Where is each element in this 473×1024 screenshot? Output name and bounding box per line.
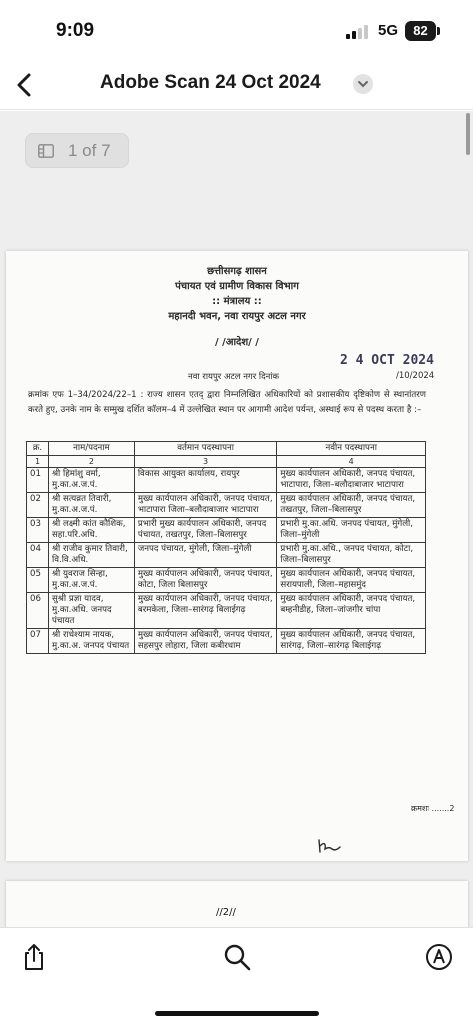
document-title[interactable]: Adobe Scan 24 Oct 2024 bbox=[100, 72, 321, 93]
order-intro-text: क्रमांक एफ 1–34/2024/22–1 : राज्य शासन एतद् द्वारा निम्नलिखित अधिकारियों को प्रशासकीय दृष्टिकोण से स्थानांतरण करते हुए, उनके नाम के सम्मुख दर्शित कॉलम–4 में उल्लेखित स्थान पर आगामी आदेश पर्यन्त, अस्थाई रूप से पदस्थ करता है :– bbox=[28, 390, 426, 415]
table-cell: श्री सत्यव्रत तिवारी, मु.का.अ.ज.पं. bbox=[48, 493, 134, 518]
scrollbar-thumb[interactable] bbox=[466, 113, 470, 155]
table-cell: मुख्य कार्यपालन अधिकारी, जनपद पंचायत, तखतपुर, जिला–बिलासपुर bbox=[277, 493, 426, 518]
date-written: /10/2024 bbox=[396, 371, 435, 381]
table-cell: प्रभारी मु.का.अधि. जनपद पंचायत, मुंगेली, जिला–मुंगेली bbox=[277, 518, 426, 543]
column-header: क्र. bbox=[27, 442, 49, 456]
table-index-row bbox=[27, 456, 426, 468]
table-row bbox=[27, 468, 426, 493]
table-cell: मुख्य कार्यपालन अधिकारी, जनपद पंचायत, बम्हनीडीह, जिला–जांजगीर चांपा bbox=[277, 593, 426, 629]
dated-line: नवा रायपुर अटल नगर दिनांक bbox=[188, 372, 280, 382]
bottom-toolbar bbox=[0, 927, 473, 1024]
table-cell: सुश्री प्रज्ञा यादव, मु.का.अधि. जनपद पंचायत bbox=[48, 593, 134, 629]
table-cell: जनपद पंचायत, मुंगेली, जिला–मुंगेली bbox=[134, 543, 277, 568]
column-header: नाम/पदनाम bbox=[48, 442, 134, 456]
date-stamp: 2 4 OCT 2024 bbox=[340, 353, 434, 368]
thumbnails-icon bbox=[38, 144, 54, 158]
table-cell: 05 bbox=[27, 568, 49, 593]
table-cell: मुख्य कार्यपालन अधिकारी, जनपद पंचायत, कोटा, जिला बिलासपुर bbox=[134, 568, 277, 593]
table-cell: 06 bbox=[27, 593, 49, 629]
back-button[interactable] bbox=[8, 68, 42, 102]
cellular-signal-icon bbox=[346, 25, 372, 39]
table-cell: मुख्य कार्यपालन अधिकारी, जनपद पंचायत, बरमकेला, जिला–सारंगढ़ बिलाईगढ़ bbox=[134, 593, 277, 629]
page-indicator: 1 of 7 bbox=[68, 141, 111, 160]
table-cell: मुख्य कार्यपालन अधिकारी, जनपद पंचायत, सरायपाली, जिला–महासमुंद bbox=[277, 568, 426, 593]
column-number: 2 bbox=[48, 456, 134, 468]
table-row bbox=[27, 629, 426, 654]
nav-bar bbox=[0, 60, 473, 110]
table-cell: मुख्य कार्यपालन अधिकारी, जनपद पंचायत, सारंगढ़, जिला–सारंगढ़ बिलाईगढ़ bbox=[277, 629, 426, 654]
table-header-row bbox=[27, 442, 426, 456]
share-button[interactable] bbox=[19, 942, 49, 972]
signature-mark bbox=[316, 837, 342, 855]
share-icon bbox=[19, 942, 49, 972]
table-row bbox=[27, 543, 426, 568]
column-number: 4 bbox=[277, 456, 426, 468]
table-cell: श्री राजीव कुमार तिवारी, वि.वि.अधि. bbox=[48, 543, 134, 568]
transfer-table bbox=[26, 441, 426, 654]
search-button[interactable] bbox=[222, 942, 252, 972]
table-cell: 04 bbox=[27, 543, 49, 568]
annotate-icon bbox=[424, 942, 454, 972]
table-cell: प्रभारी मु.का.अधि., जनपद पंचायत, कोटा, जिला–बिलासपुर bbox=[277, 543, 426, 568]
doc-header-ministry: :: मंत्रालय :: bbox=[212, 296, 262, 307]
table-cell: मुख्य कार्यपालन अधिकारी, जनपद पंचायत, भाटापारा, जिला–बलौदाबाजार भाटापारा bbox=[277, 468, 426, 493]
table-cell: श्री हिमांशु वर्मा, मु.का.अ.ज.पं. bbox=[48, 468, 134, 493]
status-bar bbox=[0, 0, 473, 60]
home-indicator[interactable] bbox=[155, 1011, 319, 1016]
table-cell: 01 bbox=[27, 468, 49, 493]
page-2-number: //2// bbox=[216, 907, 236, 918]
column-header: वर्तमान पदस्थापना bbox=[134, 442, 277, 456]
chevron-left-icon bbox=[8, 68, 42, 102]
continued-marker: क्रमशः .......2 bbox=[411, 804, 455, 813]
annotate-button[interactable] bbox=[424, 942, 454, 972]
table-row bbox=[27, 493, 426, 518]
table-cell: विकास आयुक्त कार्यालय, रायपुर bbox=[134, 468, 277, 493]
table-cell: 03 bbox=[27, 518, 49, 543]
network-type: 5G bbox=[378, 22, 399, 39]
column-number: 3 bbox=[134, 456, 277, 468]
doc-header-address: महानदी भवन, नवा रायपुर अटल नगर bbox=[168, 311, 306, 322]
table-cell: मुख्य कार्यपालन अधिकारी, जनपद पंचायत, सहसपुर लोहारा, जिला कबीरधाम bbox=[134, 629, 277, 654]
table-cell: श्री राधेश्याम नायक, मु.का.अ. जनपद पंचायत bbox=[48, 629, 134, 654]
chevron-down-icon bbox=[353, 74, 373, 94]
battery-tip bbox=[437, 27, 440, 35]
doc-order-heading: / /आदेश/ / bbox=[215, 337, 259, 348]
table-row bbox=[27, 593, 426, 629]
status-time: 9:09 bbox=[56, 20, 95, 41]
column-number: 1 bbox=[27, 456, 49, 468]
table-row bbox=[27, 568, 426, 593]
search-icon bbox=[222, 942, 252, 972]
title-menu-button[interactable] bbox=[353, 74, 373, 94]
doc-header-department: पंचायत एवं ग्रामीण विकास विभाग bbox=[175, 281, 299, 292]
doc-header-government: छत्तीसगढ़ शासन bbox=[207, 266, 267, 277]
page-indicator-badge[interactable] bbox=[25, 133, 129, 168]
battery-icon: 82 bbox=[405, 21, 436, 41]
table-row bbox=[27, 518, 426, 543]
document-viewer[interactable] bbox=[0, 111, 473, 927]
table-cell: मुख्य कार्यपालन अधिकारी, जनपद पंचायत, भाटापारा जिला–बलौदाबाजार भाटापारा bbox=[134, 493, 277, 518]
document-page-1 bbox=[6, 251, 468, 861]
table-cell: श्री लक्ष्मी कांत कौशिक, सहा.परि.अधि. bbox=[48, 518, 134, 543]
table-cell: प्रभारी मुख्य कार्यपालन अधिकारी, जनपद पंचायत, तखतपुर, जिला–बिलासपुर bbox=[134, 518, 277, 543]
column-header: नवीन पदस्थापना bbox=[277, 442, 426, 456]
document-page-2 bbox=[6, 881, 468, 927]
table-cell: 02 bbox=[27, 493, 49, 518]
table-cell: 07 bbox=[27, 629, 49, 654]
table-cell: श्री युवराज सिन्हा, मु.का.अ.ज.पं. bbox=[48, 568, 134, 593]
